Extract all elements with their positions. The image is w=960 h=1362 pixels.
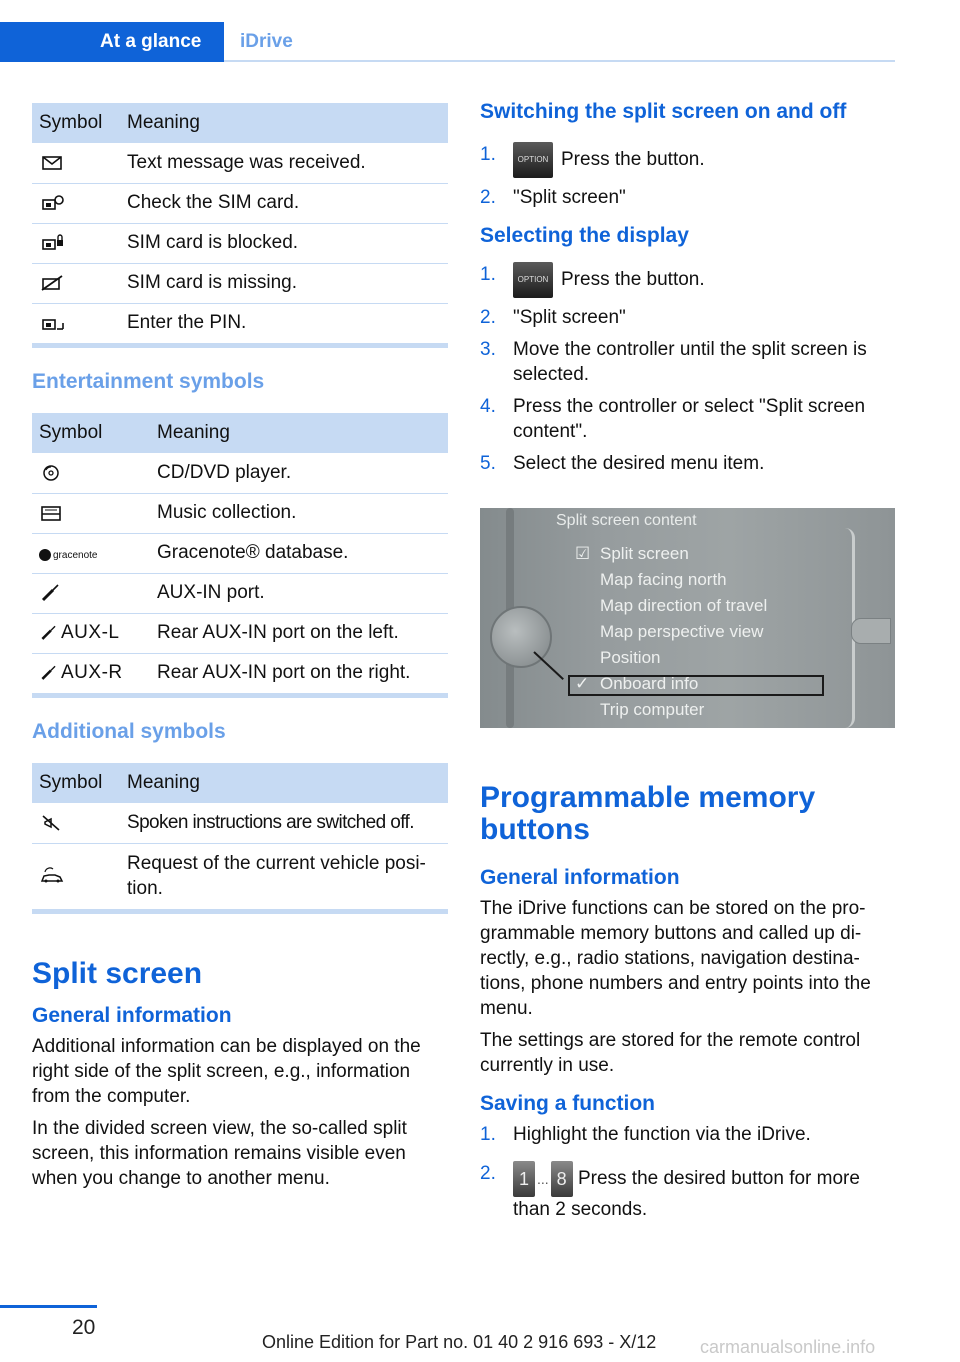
list-item bbox=[480, 337, 896, 387]
step-text: Move the controller until the split screen is selected. bbox=[513, 339, 867, 385]
meaning-cell: Rear AUX-IN port on the left. bbox=[150, 613, 448, 653]
switching-steps bbox=[480, 142, 896, 210]
step-number: 4. bbox=[480, 396, 496, 417]
menu-item-onboard-info: Onboard info bbox=[600, 674, 699, 693]
vehicle-position-icon bbox=[39, 867, 65, 885]
step-text: Press the desired button for more than 2 seconds. bbox=[513, 1168, 860, 1220]
pointer-line bbox=[533, 651, 564, 680]
split-screen-general-heading: General information bbox=[32, 1004, 232, 1027]
additional-heading: Additional symbols bbox=[32, 720, 226, 743]
step-text: Select the desired menu item. bbox=[513, 453, 765, 474]
meaning-cell: SIM card is missing. bbox=[120, 263, 448, 303]
table-row bbox=[32, 613, 448, 653]
step-text: Press the controller or select "Split screen content". bbox=[513, 396, 866, 442]
menu-item-map-facing-north: Map facing north bbox=[600, 570, 727, 589]
screen-right-button bbox=[851, 618, 891, 644]
tab-at-a-glance[interactable]: At a glance bbox=[0, 22, 224, 62]
sim-missing-icon bbox=[39, 274, 65, 292]
entertainment-symbol-table bbox=[32, 413, 448, 693]
gracenote-logo-text: gracenote bbox=[53, 550, 98, 561]
memory-para-1: The iDrive functions can be stored on the pro‐grammable memory buttons and called up di‐rectly, e.g., radio stations, navigation destina‐tions, phone numbers and entry points into the menu. bbox=[480, 898, 871, 1019]
meaning-cell: Music collection. bbox=[150, 493, 448, 533]
step-text: "Split screen" bbox=[513, 307, 626, 328]
meaning-cell: Check the SIM card. bbox=[120, 183, 448, 223]
table-row bbox=[32, 843, 448, 909]
table-row bbox=[32, 653, 448, 693]
table-row bbox=[32, 573, 448, 613]
tab-idrive[interactable]: iDrive bbox=[240, 31, 293, 52]
left-column bbox=[32, 103, 448, 1191]
aux-left-label: AUX-L bbox=[61, 622, 120, 643]
sim-blocked-icon bbox=[39, 234, 65, 252]
menu-item-trip-computer: Trip computer bbox=[600, 700, 705, 719]
step-number: 2. bbox=[480, 187, 496, 208]
step-text: Press the button. bbox=[561, 149, 705, 171]
aux-left-icon bbox=[39, 622, 119, 643]
column-header-symbol: Symbol bbox=[32, 763, 120, 803]
messages-symbol-table bbox=[32, 103, 448, 343]
watermark: carmanualsonline.info bbox=[700, 1337, 876, 1357]
table-row bbox=[32, 223, 448, 263]
table-row bbox=[32, 453, 448, 493]
meaning-cell: Rear AUX-IN port on the right. bbox=[157, 662, 411, 684]
aux-right-label: AUX-R bbox=[61, 662, 123, 684]
table-bottom-rule bbox=[32, 693, 448, 698]
table-row bbox=[32, 263, 448, 303]
table-bottom-rule bbox=[32, 343, 448, 348]
saving-steps bbox=[480, 1122, 896, 1222]
step-number: 2. bbox=[480, 307, 496, 328]
menu-item-position: Position bbox=[600, 648, 661, 667]
column-header-meaning: Meaning bbox=[120, 103, 448, 143]
aux-right-icon bbox=[39, 662, 123, 683]
split-screen-para-1: Additional information can be displayed on the right side of the split screen, e.g., information from the computer. bbox=[32, 1036, 421, 1107]
selecting-heading: Selecting the display bbox=[480, 224, 689, 247]
list-item bbox=[480, 305, 896, 330]
split-screen-content-display bbox=[480, 508, 895, 728]
meaning-cell: CD/DVD player. bbox=[150, 453, 448, 493]
table-row bbox=[32, 803, 448, 843]
meaning-cell: Gracenote® database. bbox=[150, 533, 448, 573]
memory-general-heading: General information bbox=[480, 866, 680, 889]
step-text: "Split screen" bbox=[513, 187, 626, 208]
step-number: 5. bbox=[480, 453, 496, 474]
step-number: 3. bbox=[480, 339, 496, 360]
table-row bbox=[32, 533, 448, 573]
step-number: 1. bbox=[480, 1124, 496, 1145]
option-button-icon: OPTION bbox=[513, 142, 553, 178]
split-screen-title: Split screen bbox=[32, 957, 203, 990]
table-row bbox=[32, 493, 448, 533]
page-number: 20 bbox=[72, 1316, 96, 1339]
table-row bbox=[32, 303, 448, 343]
column-header-symbol: Symbol bbox=[32, 413, 150, 453]
cd-dvd-icon bbox=[39, 464, 65, 482]
list-item bbox=[480, 1161, 896, 1222]
table-row bbox=[32, 143, 448, 183]
option-button-icon: OPTION bbox=[513, 262, 553, 298]
list-item bbox=[480, 1122, 896, 1147]
selecting-steps bbox=[480, 262, 896, 476]
music-collection-icon bbox=[39, 504, 65, 522]
checkmark-icon: ✓ bbox=[575, 674, 590, 693]
entertainment-heading: Entertainment symbols bbox=[32, 370, 265, 393]
memory-section bbox=[480, 782, 896, 1229]
menu-item-map-direction: Map direction of travel bbox=[600, 596, 768, 615]
column-header-meaning: Meaning bbox=[150, 413, 448, 453]
speech-off-icon bbox=[39, 814, 65, 832]
split-screen-para-2: In the divided screen view, the so-called split screen, this information remains visible even when you change to another menu. bbox=[32, 1118, 407, 1189]
memory-para-2: The settings are stored for the remote control currently in use. bbox=[480, 1030, 861, 1076]
saving-heading: Saving a function bbox=[480, 1092, 656, 1115]
meaning-cell: Enter the PIN. bbox=[127, 312, 247, 334]
list-item bbox=[480, 142, 896, 178]
edition-text: Online Edition for Part no. 01 40 2 916 693 - X/12 bbox=[262, 1332, 657, 1352]
aux-plug-icon bbox=[39, 584, 65, 602]
list-item bbox=[480, 185, 896, 210]
meaning-cell: Request of the current vehicle posi‐tion. bbox=[127, 853, 426, 900]
meaning-cell: SIM card is blocked. bbox=[120, 223, 448, 263]
column-header-meaning: Meaning bbox=[120, 763, 448, 803]
menu-item-map-perspective: Map perspective view bbox=[600, 622, 764, 641]
table-row bbox=[32, 183, 448, 223]
memory-button-1-icon: 1 bbox=[513, 1161, 535, 1197]
switching-heading: Switching the split screen on and off bbox=[480, 100, 847, 123]
menu-item-split-screen: Split screen bbox=[600, 544, 689, 563]
ellipsis: ... bbox=[537, 1170, 549, 1187]
meaning-cell: AUX-IN port. bbox=[150, 573, 448, 613]
footer-rule bbox=[0, 1305, 97, 1308]
table-bottom-rule bbox=[32, 909, 448, 914]
screen-title: Split screen content bbox=[556, 512, 697, 529]
step-number: 2. bbox=[480, 1163, 496, 1184]
column-header-symbol: Symbol bbox=[32, 103, 120, 143]
meaning-cell: Spoken instructions are switched off. bbox=[120, 803, 448, 843]
additional-symbol-table bbox=[32, 763, 448, 909]
sim-check-icon bbox=[39, 194, 65, 212]
list-item bbox=[480, 394, 896, 444]
memory-button-8-icon: 8 bbox=[551, 1161, 573, 1197]
meaning-cell: Text message was received. bbox=[120, 143, 448, 183]
header-tabs bbox=[0, 22, 895, 62]
step-number: 1. bbox=[480, 144, 496, 165]
envelope-icon bbox=[39, 154, 65, 172]
step-number: 1. bbox=[480, 264, 496, 285]
memory-title: Programmable memory buttons bbox=[480, 781, 816, 846]
checkmark-icon: ☑ bbox=[575, 544, 591, 563]
step-text: Highlight the function via the iDrive. bbox=[513, 1124, 811, 1145]
step-text: Press the button. bbox=[561, 269, 705, 291]
list-item bbox=[480, 262, 896, 298]
pin-entry-icon bbox=[39, 314, 65, 332]
list-item bbox=[480, 451, 896, 476]
right-column bbox=[480, 100, 896, 483]
gracenote-icon bbox=[39, 550, 97, 561]
